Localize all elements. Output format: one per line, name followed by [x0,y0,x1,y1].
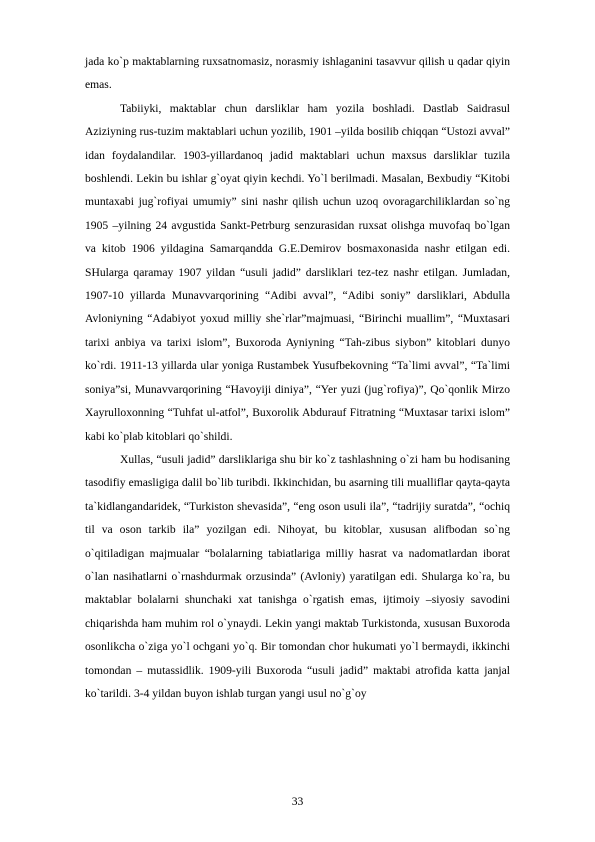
paragraph-3: Xullas, “usuli jadid” darsliklariga shu bir ko`z tashlashning o`zi ham bu hodisaning tasodifiy emasligiga dalil bo`lib turibdi. Ikkinchidan, bu asarning tili mualliflar qayta-qayta ta`kidlangandaridek, “Turkiston shevasida”, “eng oson usuli ila”, “tadrijiy suratda”, “ochiq til va oson tarkib ila” yozilgan edi. Nihoyat, bu kitoblar, xususan alifbodan so`ng o`qitiladigan majmualar “bolalarning tabiatlariga milliy hasrat va nadomatlardan iborat o`lan nasihatlarni o`rnashdurmak orzusinda” (Avloniy) yaratilgan edi. Shularga ko`ra, bu maktablar bolalarni shunchaki xat tanishga o`rgatish emas, ijtimoiy –siyosiy savodini chiqarishda ham muhim rol o`ynaydi. Lekin yangi maktab Turkistonda, xususan Buxoroda osonlikcha o`ziga yo`l ochgani yo`q. Bir tomondan chor hukumati yo`l bermaydi, ikkinchi tomondan – mutassidlik. 1909-yili Buxoroda “usuli jadid” maktabi atrofida katta janjal ko`tarildi. 3-4 yildan buyon ishlab turgan yangi usul no`g`oy [85,452,510,700]
paragraph-1: jada ko`p maktablarning ruxsatnomasiz, norasmiy ishlaganini tasavvur qilish u qadar qiyin emas. [85,55,510,92]
body-text [85,50,510,705]
paragraph-2: Tabiiyki, maktablar chun darsliklar ham yozila boshladi. Dastlab Saidrasul Aziziyning rus-tuzim maktablari uchun yozilib, 1901 –yilda bosilib chiqqan “Ustozi avval” idan foydalandilar. 1903-yillardanoq jadid maktablari uchun maxsus darsliklar tuzila boshlendi. Lekin bu ishlar g`oyat qiyin kechdi. Yo`l berilmadi. Masalan, Bexbudiy “Kitobi muntaxabi jug`rofiyai umumiy” sini nashr qilish uchun uzoq ovoragarchiliklardan so`ng 1905 –yilning 24 avgustida Sankt-Petrburg senzurasidan ruxsat olishga muvofaq bo`lgan va kitob 1906 yildagina Samarqandda G.E.Demirov bosmaxonasida nashr etilgan edi. SHularga qaramay 1907 yildan “usuli jadid” darsliklari tez-tez nashr etilgan. Jumladan, 1907-10 yillarda Munavvarqorining “Adibi avval”, “Adibi soniy” darsliklari, Abdulla Avloniyning “Adabiyot yoxud milliy she`rlar”majmuasi, “Birinchi muallim”, “Muxtasari tarixi anbiya va tarixi islom”, Buxoroda Ayniyning “Tah-zibus siybon” kitoblari dunyo ko`rdi. 1911-13 yillarda ular yoniga Rustambek Yusufbekovning “Ta`limi avval”, “Ta`limi soniya”si, Munavvarqorining “Havoyiji diniya”, “Yer yuzi (jug`rofiya)”, Qo`qonlik Mirzo Xayrulloxonning “Tuhfat ul-atfol”, Buxorolik Abdurauf Fitratning “Muxtasar tarixi islom” kabi ko`plab kitoblari qo`shildi. [85,101,510,443]
page-number: 33 [291,795,304,808]
